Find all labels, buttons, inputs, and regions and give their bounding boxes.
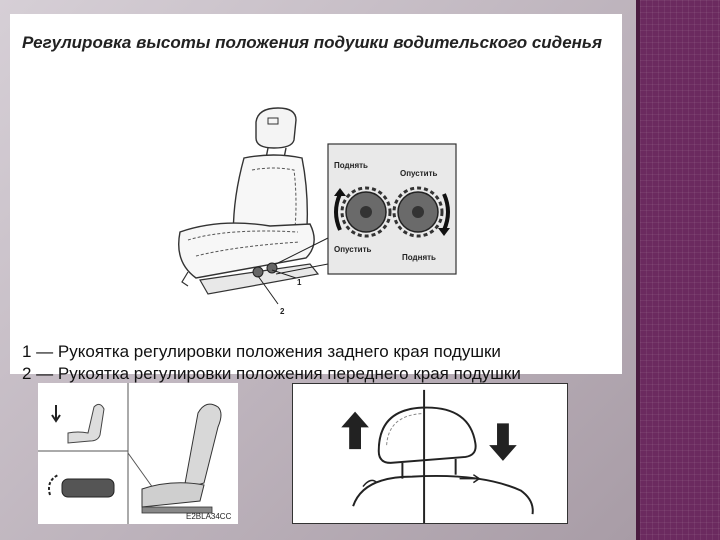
seat-adjustment-photo-collage bbox=[38, 383, 238, 524]
inset-label-raise-left: Поднять bbox=[334, 161, 368, 170]
figure-code: E2BLA34CC bbox=[186, 512, 232, 521]
callout-1: 1 bbox=[297, 278, 302, 287]
document-card bbox=[10, 14, 622, 383]
callout-2: 2 bbox=[280, 307, 285, 316]
decorative-side-panel bbox=[640, 0, 720, 540]
inset-label-lower-right: Опустить bbox=[400, 169, 438, 178]
seat-height-diagram bbox=[160, 104, 470, 324]
document-title: Регулировка высоты положения подушки водительского сиденья bbox=[22, 33, 603, 52]
inset-label-lower-left: Опустить bbox=[334, 245, 372, 254]
caption-rear-edge-handle: 1 — Рукоятка регулировки положения заднего края подушки bbox=[22, 342, 501, 361]
headrest-height-sketch bbox=[292, 383, 568, 524]
inset-label-raise-right: Поднять bbox=[402, 253, 436, 262]
caption-front-edge-handle: 2 — Рукоятка регулировки положения переднего края подушки bbox=[22, 364, 521, 383]
